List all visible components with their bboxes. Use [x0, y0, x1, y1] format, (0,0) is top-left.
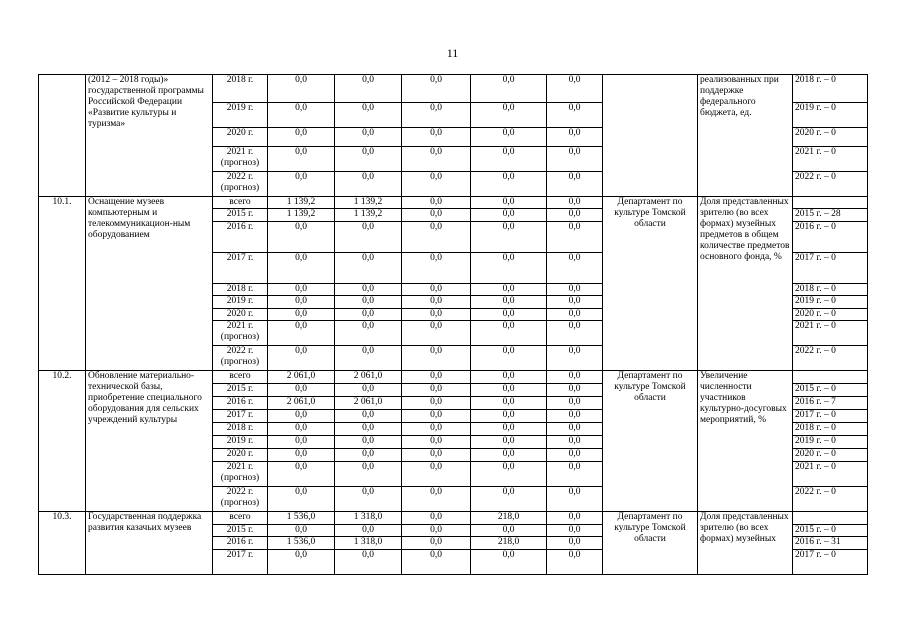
value-cell: 0,0: [268, 321, 335, 346]
value-cell: 0,0: [335, 103, 402, 128]
target-value-cell: [793, 371, 868, 384]
section-number: 10.1.: [39, 197, 86, 371]
value-cell: 0,0: [402, 449, 471, 462]
value-cell: 0,0: [402, 384, 471, 397]
value-cell: 0,0: [268, 525, 335, 537]
value-cell: 0,0: [471, 397, 547, 410]
year-cell: 2022 г. (прогноз): [213, 346, 268, 371]
value-cell: 0,0: [547, 436, 603, 449]
year-cell: 2022 г. (прогноз): [213, 487, 268, 512]
value-cell: 0,0: [335, 321, 402, 346]
value-cell: 0,0: [268, 550, 335, 575]
value-cell: 0,0: [335, 550, 402, 575]
value-cell: 0,0: [547, 384, 603, 397]
value-cell: 0,0: [335, 75, 402, 103]
value-cell: 0,0: [268, 487, 335, 512]
target-value-cell: 2016 г. – 7: [793, 397, 868, 410]
year-cell: 2015 г.: [213, 525, 268, 537]
value-cell: 0,0: [471, 253, 547, 284]
department-cell: [603, 75, 698, 197]
value-cell: 0,0: [335, 423, 402, 436]
value-cell: 0,0: [402, 550, 471, 575]
value-cell: 0,0: [268, 75, 335, 103]
value-cell: 0,0: [402, 309, 471, 321]
value-cell: 0,0: [471, 487, 547, 512]
year-cell: 2018 г.: [213, 423, 268, 436]
target-value-cell: 2018 г. – 0: [793, 284, 868, 296]
value-cell: 0,0: [268, 147, 335, 172]
page-number: 11: [446, 46, 459, 60]
value-cell: 0,0: [335, 147, 402, 172]
year-cell: 2015 г.: [213, 384, 268, 397]
value-cell: 0,0: [268, 309, 335, 321]
value-cell: 0,0: [471, 550, 547, 575]
value-cell: 2 061,0: [335, 371, 402, 384]
table-row: [39, 197, 868, 209]
year-cell: 2020 г.: [213, 449, 268, 462]
value-cell: 0,0: [547, 253, 603, 284]
year-cell: 2020 г.: [213, 128, 268, 147]
target-value-cell: 2021 г. – 0: [793, 462, 868, 487]
year-cell: 2017 г.: [213, 550, 268, 575]
value-cell: 0,0: [471, 284, 547, 296]
target-value-cell: 2020 г. – 0: [793, 449, 868, 462]
value-cell: 0,0: [402, 222, 471, 253]
value-cell: 0,0: [471, 346, 547, 371]
target-value-cell: 2018 г. – 0: [793, 423, 868, 436]
section-name: Оснащение музеев компьютерным и телекоммуникацион-ным оборудованием: [86, 197, 213, 371]
year-cell: 2016 г.: [213, 397, 268, 410]
value-cell: 0,0: [471, 147, 547, 172]
value-cell: 0,0: [335, 410, 402, 423]
section-name: (2012 – 2018 годы)» государственной программы Российской Федерации «Развитие культуры и туризма»: [86, 75, 213, 197]
value-cell: 0,0: [471, 462, 547, 487]
value-cell: 0,0: [547, 284, 603, 296]
value-cell: 0,0: [547, 197, 603, 209]
value-cell: 0,0: [402, 147, 471, 172]
value-cell: 0,0: [471, 410, 547, 423]
value-cell: 0,0: [335, 172, 402, 197]
value-cell: 0,0: [402, 75, 471, 103]
year-cell: 2022 г. (прогноз): [213, 172, 268, 197]
value-cell: 1 139,2: [268, 209, 335, 222]
value-cell: 0,0: [335, 384, 402, 397]
value-cell: 0,0: [402, 321, 471, 346]
value-cell: 0,0: [402, 397, 471, 410]
value-cell: 0,0: [471, 309, 547, 321]
value-cell: 0,0: [402, 284, 471, 296]
value-cell: 0,0: [402, 462, 471, 487]
indicator-cell: Увеличение численности участников культурно-досуговых мероприятий, %: [698, 371, 793, 512]
section-number: [39, 75, 86, 197]
value-cell: 0,0: [547, 487, 603, 512]
value-cell: 0,0: [547, 537, 603, 550]
indicator-cell: Доля представленных зрителю (во всех формах) музейных: [698, 512, 793, 575]
value-cell: 0,0: [402, 512, 471, 525]
value-cell: 0,0: [547, 410, 603, 423]
indicator-cell: реализованных при поддержке федерального бюджета, ед.: [698, 75, 793, 197]
target-value-cell: 2021 г. – 0: [793, 321, 868, 346]
value-cell: 0,0: [547, 423, 603, 436]
value-cell: 1 318,0: [335, 512, 402, 525]
year-cell: 2021 г. (прогноз): [213, 462, 268, 487]
value-cell: 0,0: [335, 309, 402, 321]
value-cell: 0,0: [547, 462, 603, 487]
value-cell: 0,0: [402, 525, 471, 537]
department-cell: Департамент по культуре Томской области: [603, 512, 698, 575]
value-cell: 0,0: [547, 550, 603, 575]
value-cell: 0,0: [471, 75, 547, 103]
value-cell: 0,0: [268, 296, 335, 309]
budget-table: [38, 74, 868, 575]
value-cell: 0,0: [471, 321, 547, 346]
value-cell: 0,0: [402, 423, 471, 436]
value-cell: 0,0: [268, 172, 335, 197]
value-cell: 1 139,2: [335, 197, 402, 209]
value-cell: 0,0: [547, 371, 603, 384]
value-cell: 0,0: [471, 222, 547, 253]
value-cell: 0,0: [547, 449, 603, 462]
year-cell: 2021 г. (прогноз): [213, 147, 268, 172]
value-cell: 0,0: [335, 346, 402, 371]
indicator-cell: Доля представленных зрителю (во всех формах) музейных предметов в общем количестве предметов основного фонда, %: [698, 197, 793, 371]
value-cell: 0,0: [547, 147, 603, 172]
target-value-cell: 2016 г. – 0: [793, 222, 868, 253]
value-cell: 0,0: [268, 253, 335, 284]
value-cell: 2 061,0: [335, 397, 402, 410]
value-cell: 0,0: [335, 487, 402, 512]
target-value-cell: 2018 г. – 0: [793, 75, 868, 103]
value-cell: 0,0: [402, 128, 471, 147]
value-cell: 0,0: [335, 253, 402, 284]
value-cell: 0,0: [471, 525, 547, 537]
value-cell: 0,0: [268, 462, 335, 487]
target-value-cell: 2015 г. – 0: [793, 384, 868, 397]
year-cell: 2019 г.: [213, 103, 268, 128]
value-cell: 0,0: [335, 449, 402, 462]
value-cell: 0,0: [268, 410, 335, 423]
year-cell: 2017 г.: [213, 253, 268, 284]
value-cell: 0,0: [335, 296, 402, 309]
value-cell: 0,0: [547, 512, 603, 525]
value-cell: 0,0: [402, 103, 471, 128]
target-value-cell: 2020 г. – 0: [793, 309, 868, 321]
value-cell: 0,0: [402, 410, 471, 423]
year-cell: 2016 г.: [213, 222, 268, 253]
value-cell: 0,0: [268, 103, 335, 128]
value-cell: 0,0: [471, 436, 547, 449]
target-value-cell: 2015 г. – 28: [793, 209, 868, 222]
table-row: [39, 371, 868, 384]
value-cell: 1 139,2: [268, 197, 335, 209]
value-cell: 0,0: [268, 423, 335, 436]
value-cell: 0,0: [471, 449, 547, 462]
value-cell: 0,0: [471, 371, 547, 384]
target-value-cell: 2022 г. – 0: [793, 346, 868, 371]
value-cell: 0,0: [547, 172, 603, 197]
value-cell: 0,0: [402, 253, 471, 284]
target-value-cell: [793, 512, 868, 525]
section-name: Государственная поддержка развития казачьих музеев: [86, 512, 213, 575]
value-cell: 1 536,0: [268, 512, 335, 525]
value-cell: 0,0: [471, 209, 547, 222]
target-value-cell: 2015 г. – 0: [793, 525, 868, 537]
year-cell: 2018 г.: [213, 284, 268, 296]
target-value-cell: 2017 г. – 0: [793, 410, 868, 423]
target-value-cell: 2017 г. – 0: [793, 253, 868, 284]
section-number: 10.3.: [39, 512, 86, 575]
target-value-cell: 2016 г. – 31: [793, 537, 868, 550]
value-cell: 1 139,2: [335, 209, 402, 222]
value-cell: 0,0: [471, 197, 547, 209]
value-cell: 0,0: [471, 103, 547, 128]
value-cell: 0,0: [268, 436, 335, 449]
value-cell: 0,0: [402, 209, 471, 222]
table-row: [39, 512, 868, 525]
value-cell: 0,0: [268, 284, 335, 296]
value-cell: 0,0: [402, 346, 471, 371]
table-row: [39, 75, 868, 103]
year-cell: 2019 г.: [213, 436, 268, 449]
value-cell: 0,0: [547, 103, 603, 128]
year-cell: 2020 г.: [213, 309, 268, 321]
value-cell: 1 536,0: [268, 537, 335, 550]
value-cell: 218,0: [471, 512, 547, 525]
target-value-cell: 2021 г. – 0: [793, 147, 868, 172]
target-value-cell: 2019 г. – 0: [793, 296, 868, 309]
value-cell: 0,0: [402, 436, 471, 449]
target-value-cell: 2022 г. – 0: [793, 172, 868, 197]
target-value-cell: 2022 г. – 0: [793, 487, 868, 512]
value-cell: 0,0: [335, 222, 402, 253]
value-cell: 0,0: [547, 209, 603, 222]
section-name: Обновление материально-технической базы, приобретение специального оборудования для сельских учреждений культуры: [86, 371, 213, 512]
target-value-cell: 2019 г. – 0: [793, 103, 868, 128]
value-cell: 0,0: [471, 128, 547, 147]
target-value-cell: 2019 г. – 0: [793, 436, 868, 449]
value-cell: 0,0: [268, 222, 335, 253]
year-cell: 2019 г.: [213, 296, 268, 309]
value-cell: 2 061,0: [268, 371, 335, 384]
value-cell: 0,0: [268, 384, 335, 397]
value-cell: 0,0: [335, 436, 402, 449]
value-cell: 0,0: [471, 423, 547, 436]
value-cell: 0,0: [402, 172, 471, 197]
value-cell: 0,0: [268, 449, 335, 462]
year-cell: 2021 г. (прогноз): [213, 321, 268, 346]
value-cell: 0,0: [268, 346, 335, 371]
value-cell: 0,0: [547, 75, 603, 103]
value-cell: 0,0: [335, 284, 402, 296]
value-cell: 2 061,0: [268, 397, 335, 410]
value-cell: 0,0: [547, 309, 603, 321]
value-cell: 0,0: [547, 296, 603, 309]
value-cell: 0,0: [547, 397, 603, 410]
value-cell: 0,0: [335, 462, 402, 487]
year-cell: 2018 г.: [213, 75, 268, 103]
department-cell: Департамент по культуре Томской области: [603, 371, 698, 512]
value-cell: 1 318,0: [335, 537, 402, 550]
year-cell: всего: [213, 197, 268, 209]
value-cell: 0,0: [547, 346, 603, 371]
value-cell: 0,0: [471, 384, 547, 397]
value-cell: 0,0: [268, 128, 335, 147]
value-cell: 0,0: [547, 222, 603, 253]
value-cell: 0,0: [547, 128, 603, 147]
value-cell: 0,0: [402, 197, 471, 209]
value-cell: 0,0: [547, 525, 603, 537]
value-cell: 0,0: [547, 321, 603, 346]
year-cell: всего: [213, 371, 268, 384]
section-number: 10.2.: [39, 371, 86, 512]
target-value-cell: 2020 г. – 0: [793, 128, 868, 147]
year-cell: 2017 г.: [213, 410, 268, 423]
value-cell: 0,0: [402, 371, 471, 384]
value-cell: 0,0: [402, 537, 471, 550]
value-cell: 0,0: [471, 172, 547, 197]
target-value-cell: [793, 197, 868, 209]
value-cell: 0,0: [335, 128, 402, 147]
year-cell: 2016 г.: [213, 537, 268, 550]
value-cell: 0,0: [335, 525, 402, 537]
value-cell: 218,0: [471, 537, 547, 550]
value-cell: 0,0: [402, 296, 471, 309]
year-cell: 2015 г.: [213, 209, 268, 222]
year-cell: всего: [213, 512, 268, 525]
target-value-cell: 2017 г. – 0: [793, 550, 868, 575]
value-cell: 0,0: [402, 487, 471, 512]
value-cell: 0,0: [471, 296, 547, 309]
department-cell: Департамент по культуре Томской области: [603, 197, 698, 371]
